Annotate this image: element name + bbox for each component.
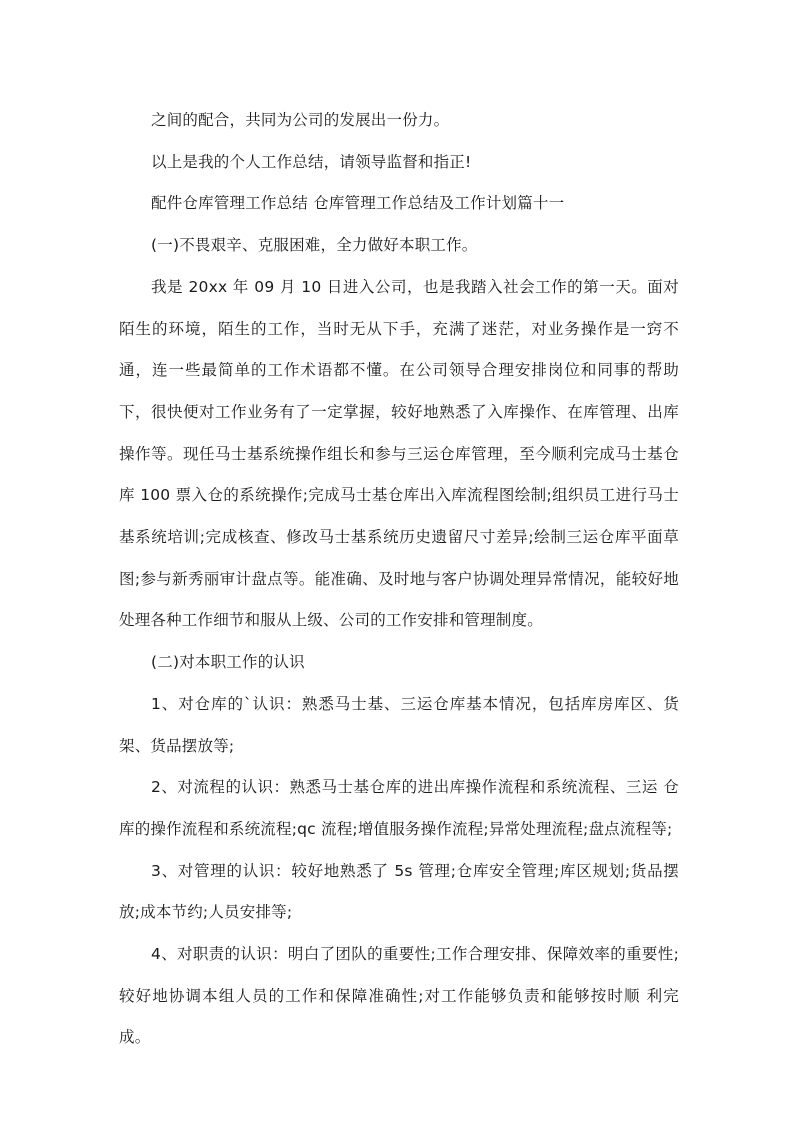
heading-part-one: (一)不畏艰辛、克服困难，全力做好本职工作。: [151, 236, 478, 255]
heading-part-two: (二)对本职工作的认识: [151, 653, 305, 672]
paragraph-closing-remark: 以上是我的个人工作总结，请领导监督和指正!: [151, 152, 472, 171]
paragraph-work-experience: 我是 20xx 年 09 月 10 日进入公司，也是我踏入社会工作的第一天。面对陌生的环境，陌生的工作，当时无从下手，充满了迷茫，对业务操作是一窍不通，连一些最简单的工作术语都不懂。在公司领导合理安排岗位和同事的帮助下，很快便对工作业务有了一定掌握，较好地熟悉了入库操作、在库管理、出库操作等。现任马士基系统操作组长和参与三运仓库管理，至今顺利完成马士基仓库 100 票入仓的系统操作;完成马士基仓库出入库流程图绘制;组织员工进行马士基系统培训;完成核查、修改马士基系统历史遗留尺寸差异;绘制三运仓库平面草图;参与新秀丽审计盘点等。能准确、及时地与客户协调处理异常情况，能较好地处理各种工作细节和服从上级、公司的工作安排和管理制度。: [119, 277, 679, 630]
list-item-warehouse: 1、对仓库的`认识：熟悉马士基、三运仓库基本情况，包括库房库区、货架、货品摆放等;: [119, 694, 679, 755]
paragraph-closing-cooperation: 之间的配合，共同为公司的发展出一份力。: [151, 111, 450, 129]
document-body: [119, 100, 679, 1059]
list-item-duties: 4、对职责的认识：明白了团队的重要性;工作合理安排、保障效率的重要性;较好地协调本组人员的工作和保障准确性;对工作能够负责和能够按时顺 利完成。: [119, 945, 679, 1047]
list-item-management: 3、对管理的认识：较好地熟悉了 5s 管理;仓库安全管理;库区规划;货品摆放;成本节约;人员安排等;: [119, 861, 679, 922]
section-title: 配件仓库管理工作总结 仓库管理工作总结及工作计划篇十一: [151, 194, 565, 213]
list-item-process: 2、对流程的认识：熟悉马士基仓库的进出库操作流程和系统流程、三运 仓库的操作流程和系统流程;qc 流程;增值服务操作流程;异常处理流程;盘点流程等;: [119, 778, 679, 838]
